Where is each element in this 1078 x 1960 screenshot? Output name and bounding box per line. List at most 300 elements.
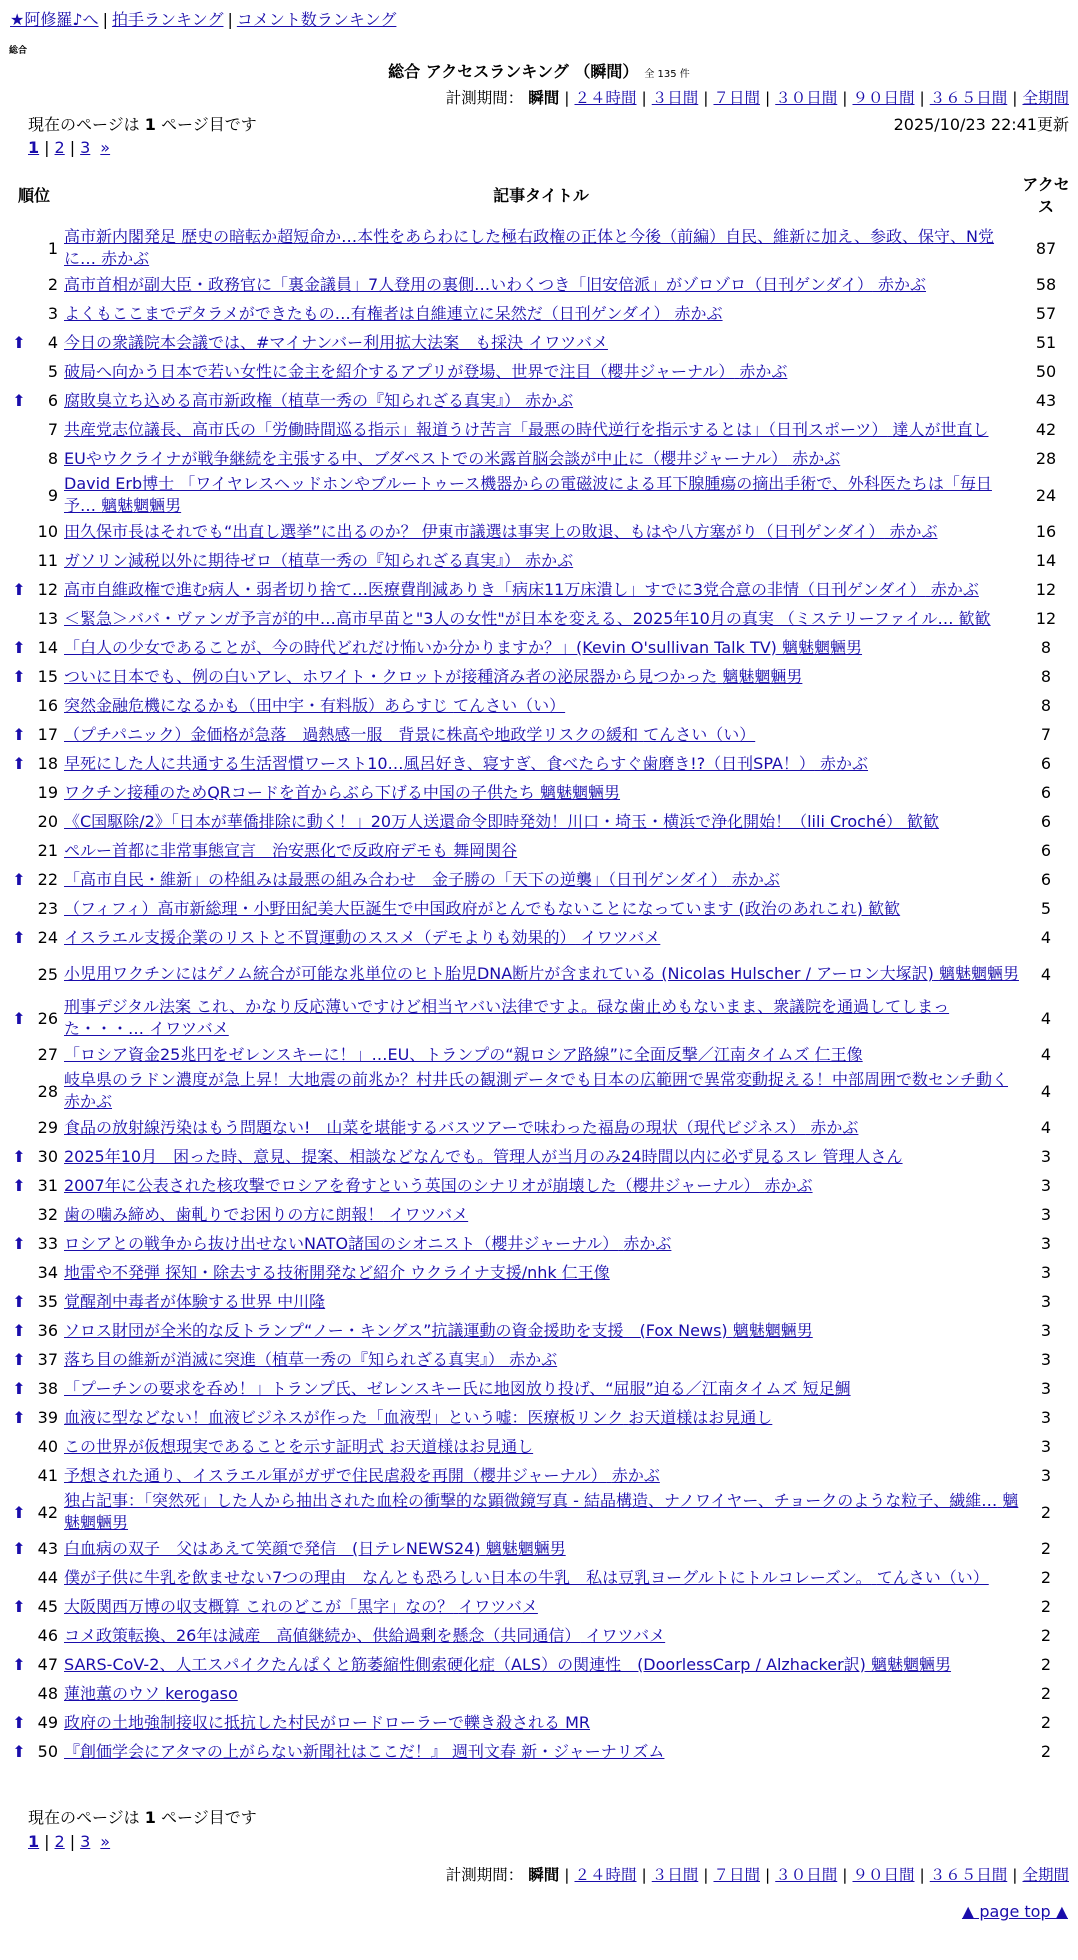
rank-number: 35	[37, 1292, 58, 1311]
period-link-90d[interactable]: ９０日間	[852, 1866, 915, 1884]
article-title: EUやウクライナが戦争継続を主張する中、ブダペストでの米露首脳会談が中止に（櫻井ジャーナル）	[64, 448, 788, 468]
access-count: 50	[1035, 362, 1057, 381]
rank-number: 18	[37, 754, 58, 773]
rank-up-cell	[8, 778, 30, 807]
arrow-up-icon: ⬆	[12, 1502, 26, 1522]
article-link[interactable]	[64, 1379, 851, 1398]
rank-number: 23	[37, 899, 58, 918]
rank-number: 17	[37, 725, 58, 744]
article-author: 赤かぶ	[674, 303, 723, 323]
access-count: 6	[1040, 841, 1052, 860]
article-title-cell	[60, 575, 1022, 604]
rank-up-cell	[8, 1069, 30, 1113]
article-author: イワツバメ	[458, 1596, 538, 1616]
rank-number: 6	[47, 391, 58, 410]
article-link[interactable]	[64, 1626, 665, 1645]
article-author: 歓歓	[868, 898, 901, 918]
article-link[interactable]	[64, 391, 573, 410]
article-link[interactable]	[64, 1466, 660, 1485]
arrow-up-icon: ⬆	[12, 333, 26, 352]
access-count: 6	[1040, 754, 1052, 773]
category-label: 総合	[9, 46, 28, 56]
arrow-up-icon: ⬆	[12, 1008, 26, 1028]
article-link[interactable]	[64, 474, 992, 515]
article-link[interactable]	[64, 1350, 557, 1369]
access-count: 2	[1040, 1502, 1052, 1522]
arrow-up-icon: ⬆	[12, 1321, 26, 1340]
rank-up-cell	[8, 633, 30, 662]
access-count: 3	[1040, 1350, 1052, 1369]
ranking-body	[8, 226, 1070, 1766]
rank-up-cell	[8, 1461, 30, 1490]
rank-number: 49	[37, 1713, 58, 1732]
access-count: 24	[1035, 485, 1057, 505]
article-link[interactable]	[64, 1263, 610, 1282]
article-link[interactable]	[64, 304, 723, 323]
rank-number: 31	[37, 1176, 58, 1195]
article-link[interactable]	[64, 551, 573, 570]
rank-up-cell	[8, 415, 30, 444]
table-row	[8, 1563, 1070, 1592]
article-link[interactable]	[64, 227, 994, 268]
table-row	[8, 226, 1070, 270]
table-row	[8, 1708, 1070, 1737]
article-author: 赤かぶ	[739, 361, 788, 381]
table-row	[8, 604, 1070, 633]
article-author: お天道様はお見通し	[389, 1436, 534, 1456]
rank-number: 39	[37, 1408, 58, 1427]
article-link[interactable]	[64, 841, 517, 860]
page-title	[0, 62, 1078, 85]
article-title: 血液に型などない！血液ビジネスが作った「血液型」という嘘：医療板リンク	[64, 1407, 624, 1427]
access-count: 3	[1040, 1205, 1052, 1224]
table-row	[8, 1374, 1070, 1403]
article-link[interactable]	[64, 667, 802, 686]
table-row	[8, 270, 1070, 299]
table-row	[8, 996, 1070, 1040]
top-nav	[10, 10, 396, 30]
table-row	[8, 1461, 1070, 1490]
arrow-up-icon: ⬆	[12, 1379, 26, 1398]
article-link[interactable]	[64, 696, 565, 715]
access-count: 4	[1040, 928, 1052, 947]
access-count: 3	[1040, 1437, 1052, 1456]
article-title-cell	[60, 1374, 1022, 1403]
article-link[interactable]	[64, 1684, 238, 1703]
article-title: David Erb博士 「ワイヤレスヘッドホンやブルートゥース機器からの電磁波による耳下腺腫瘍の摘出手術で、外科医たちは「毎日予…	[64, 474, 992, 515]
rank-up-cell	[8, 1142, 30, 1171]
article-title: 早死にした人に共通する生活習慣ワースト10…風呂好き、寝すぎ、食べたらすぐ歯磨き!?（日刊SPA！）	[64, 753, 815, 773]
rank-up-cell	[8, 836, 30, 865]
rank-number: 19	[37, 783, 58, 802]
rank-up-cell	[8, 720, 30, 749]
arrow-up-icon: ⬆	[12, 638, 26, 657]
article-author: 赤かぶ	[820, 753, 869, 773]
pager-page-2[interactable]: 2	[54, 138, 65, 157]
article-link[interactable]	[64, 1292, 325, 1311]
access-count: 4	[1040, 1118, 1052, 1137]
article-title-cell	[60, 1708, 1022, 1737]
article-link[interactable]	[64, 420, 988, 439]
article-title: 「高市自民・維新」の枠組みは最悪の組み合わせ 金子勝の「天下の逆襲」（日刊ゲンダイ）	[64, 869, 727, 889]
table-row	[8, 1142, 1070, 1171]
period-link-all[interactable]: 全期間	[1022, 89, 1069, 107]
access-count: 3	[1040, 1466, 1052, 1485]
rank-up-cell	[8, 1737, 30, 1766]
table-header-row	[8, 166, 1070, 226]
access-count: 42	[1035, 420, 1057, 439]
rank-number: 7	[47, 420, 58, 439]
article-author: kerogaso	[165, 1683, 238, 1703]
article-title-cell	[60, 386, 1022, 415]
nav-link-comment-ranking[interactable]: コメント数ランキング	[236, 10, 397, 29]
article-title-cell	[60, 836, 1022, 865]
article-link[interactable]	[64, 1437, 533, 1456]
article-title: （フィフィ）高市新総理・小野田紀美大臣誕生で中国政府がとんでもないことになっています (政治のあれこれ)	[64, 898, 864, 918]
article-link[interactable]	[64, 1742, 664, 1761]
article-link[interactable]	[64, 1070, 1008, 1111]
access-count: 5	[1040, 899, 1052, 918]
table-row	[8, 1592, 1070, 1621]
article-author: 仁王像	[561, 1262, 610, 1282]
rank-up-cell	[8, 444, 30, 473]
nav-link-clap-ranking[interactable]: 拍手ランキング	[111, 10, 224, 29]
article-title: 『創価学会にアタマの上がらない新聞社はここだ！』 週刊文春	[64, 1741, 516, 1761]
rank-number: 10	[37, 522, 58, 541]
ranking-table	[8, 166, 1070, 1766]
article-title: 小児用ワクチンにはゲノム統合が可能な兆単位のヒト胎児DNA断片が含まれている (Nicolas Hulscher / アーロン大塚訳)	[64, 964, 934, 983]
article-author: 舞岡関谷	[453, 840, 518, 860]
access-count: 4	[1040, 964, 1052, 984]
rank-number: 24	[37, 928, 58, 947]
access-count: 4	[1040, 1008, 1052, 1028]
access-count: 12	[1035, 609, 1057, 628]
article-title-cell	[60, 1113, 1022, 1142]
rank-number: 29	[37, 1118, 58, 1137]
article-title-cell	[60, 299, 1022, 328]
rank-number: 13	[37, 609, 58, 628]
table-row	[8, 517, 1070, 546]
table-row	[8, 1737, 1070, 1766]
article-title-cell	[60, 1650, 1022, 1679]
rank-number: 9	[47, 485, 58, 505]
arrow-up-icon: ⬆	[12, 1292, 26, 1311]
rank-up-cell	[8, 865, 30, 894]
article-title: 予想された通り、イスラエル軍がガザで住民虐殺を再開（櫻井ジャーナル）	[64, 1465, 607, 1485]
article-link[interactable]	[64, 928, 660, 947]
access-count: 3	[1040, 1379, 1052, 1398]
article-title: ガソリン減税以外に期待ゼロ（植草一秀の『知られざる真実』）	[64, 550, 521, 570]
rank-up-cell	[8, 923, 30, 952]
arrow-up-icon: ⬆	[12, 1655, 26, 1674]
header-access: アクセス	[1022, 175, 1070, 216]
arrow-up-icon: ⬆	[12, 667, 26, 686]
table-row	[8, 1432, 1070, 1461]
rank-up-cell	[8, 473, 30, 517]
period-link-3d[interactable]: ３日間	[651, 89, 699, 107]
rank-number: 47	[37, 1655, 58, 1674]
arrow-up-icon: ⬆	[12, 754, 26, 773]
period-link-24h[interactable]: ２４時間	[574, 89, 637, 107]
article-link[interactable]	[64, 1147, 903, 1166]
pager-current[interactable]: 1	[28, 138, 40, 157]
article-author: 魑魅魍魎男	[782, 637, 863, 657]
access-count: 2	[1040, 1626, 1052, 1645]
pager-next[interactable]: »	[100, 1832, 111, 1851]
article-link[interactable]	[64, 1321, 813, 1340]
pager-current[interactable]: 1	[28, 1832, 40, 1851]
rank-up-cell	[8, 1113, 30, 1142]
article-link[interactable]	[64, 362, 787, 381]
article-link[interactable]	[64, 333, 608, 352]
article-author: 赤かぶ	[878, 274, 927, 294]
table-row	[8, 575, 1070, 604]
rank-number: 15	[37, 667, 58, 686]
article-title: ＜緊急＞ババ・ヴァンガ予言が的中…高市早苗と"3人の女性"が日本を変える、2025年10月の真実 （ミステリーファイル…	[64, 608, 954, 628]
article-link[interactable]	[64, 1408, 772, 1427]
rank-number: 14	[37, 638, 58, 657]
article-link[interactable]	[64, 638, 862, 657]
article-link[interactable]	[64, 812, 939, 831]
period-link-90d[interactable]: ９０日間	[852, 89, 915, 107]
table-row	[8, 633, 1070, 662]
table-row	[8, 662, 1070, 691]
header-rank: 順位	[17, 186, 50, 205]
article-link[interactable]	[64, 1045, 863, 1064]
page-top-link[interactable]: ▲ page top ▲	[961, 1902, 1068, 1921]
article-title: よくもここまでデタラメができたもの…有権者は自維連立に呆然だ（日刊ゲンダイ）	[64, 303, 670, 323]
period-selector-bottom: 計測期間： 瞬間 | ２４時間 | ３日間 | ７日間 | ３０日間 | ９０日間 | ３６５日間 | 全期間	[445, 1866, 1069, 1884]
access-count: 8	[1040, 667, 1052, 686]
article-author: 短足鯛	[802, 1378, 851, 1398]
article-link[interactable]	[64, 1713, 590, 1732]
period-link-3d[interactable]: ３日間	[651, 1866, 699, 1884]
article-title-cell	[60, 1229, 1022, 1258]
table-row	[8, 444, 1070, 473]
pager-page-2[interactable]: 2	[54, 1832, 65, 1851]
article-title-cell	[60, 720, 1022, 749]
period-link-365d[interactable]: ３６５日間	[929, 89, 1008, 107]
rank-number: 26	[37, 1008, 58, 1028]
article-author: 魑魅魍魎男	[540, 782, 621, 802]
rank-up-cell	[8, 1650, 30, 1679]
article-author: 魑魅魍魎男	[485, 1538, 566, 1558]
rank-number: 8	[47, 449, 58, 468]
rank-number: 4	[47, 333, 58, 352]
article-link[interactable]	[64, 783, 620, 802]
period-link-all[interactable]: 全期間	[1022, 1866, 1069, 1884]
article-title-cell	[60, 1621, 1022, 1650]
article-author: 新・ジャーナリズム	[521, 1741, 665, 1761]
table-row	[8, 836, 1070, 865]
access-count: 3	[1040, 1234, 1052, 1253]
article-title-cell	[60, 1287, 1022, 1316]
article-title: 田久保市長はそれでも“出直し選挙”に出るのか？ 伊東市議選は事実上の敗退、もはや八方塞がり（日刊ゲンダイ）	[64, 521, 885, 541]
article-title: 地雷や不発弾 探知・除去する技術開発など紹介 ウクライナ支援/nhk	[64, 1262, 557, 1282]
article-author: 赤かぶ	[64, 1092, 113, 1111]
article-title-cell	[60, 473, 1022, 517]
article-title-cell	[60, 749, 1022, 778]
article-author: 中川隆	[277, 1291, 326, 1311]
article-author: 赤かぶ	[509, 1349, 558, 1369]
article-title: 大阪関西万博の収支概算 これのどこが「黒字」なの？	[64, 1596, 454, 1616]
rank-number: 34	[37, 1263, 58, 1282]
rank-up-cell	[8, 270, 30, 299]
nav-link-asyura[interactable]: ★阿修羅♪へ	[10, 10, 99, 29]
article-title-cell	[60, 691, 1022, 720]
rank-up-cell	[8, 1040, 30, 1069]
article-title-cell	[60, 996, 1022, 1040]
rank-up-cell	[8, 226, 30, 270]
article-title-cell	[60, 1461, 1022, 1490]
article-link[interactable]	[64, 997, 949, 1038]
article-link[interactable]	[64, 1568, 989, 1587]
access-count: 3	[1040, 1408, 1052, 1427]
article-author: てんさい（い）	[876, 1567, 989, 1587]
article-title-cell	[60, 1679, 1022, 1708]
period-link-24h[interactable]: ２４時間	[574, 1866, 637, 1884]
article-author: イワツバメ	[580, 927, 661, 947]
rank-up-cell	[8, 1708, 30, 1737]
article-link[interactable]	[64, 449, 840, 468]
nav-separator: |	[102, 10, 108, 29]
article-link[interactable]	[64, 870, 780, 889]
article-link[interactable]	[64, 1539, 566, 1558]
rank-up-cell	[8, 1534, 30, 1563]
article-link[interactable]	[64, 1234, 671, 1253]
arrow-up-icon: ⬆	[12, 1350, 26, 1369]
article-link[interactable]	[64, 1655, 951, 1674]
rank-number: 25	[37, 964, 58, 984]
table-row	[8, 299, 1070, 328]
article-title: コメ政策転換、26年は減産 高値継続か、供給過剰を懸念（共同通信）	[64, 1625, 581, 1645]
period-current: 瞬間	[528, 1866, 560, 1884]
rank-up-cell	[8, 662, 30, 691]
table-row	[8, 357, 1070, 386]
period-link-7d[interactable]: ７日間	[713, 89, 760, 107]
table-row	[8, 1171, 1070, 1200]
table-row	[8, 1069, 1070, 1113]
table-row	[8, 415, 1070, 444]
rank-up-cell	[8, 1171, 30, 1200]
article-link[interactable]	[64, 964, 1019, 983]
rank-up-cell	[8, 546, 30, 575]
rank-number: 3	[47, 304, 58, 323]
rank-number: 44	[37, 1568, 58, 1587]
rank-number: 16	[37, 696, 58, 715]
table-row	[8, 386, 1070, 415]
article-title: この世界が仮想現実であることを示す証明式	[64, 1436, 385, 1456]
article-title: 腐敗臭立ち込める高市新政権（植草一秀の『知られざる真実』）	[64, 390, 521, 410]
rank-number: 48	[37, 1684, 58, 1703]
article-link[interactable]	[64, 1176, 813, 1195]
period-label: 計測期間：	[445, 89, 524, 107]
article-title-cell	[60, 923, 1022, 952]
article-author: 赤かぶ	[889, 521, 938, 541]
arrow-up-icon: ⬆	[12, 1597, 26, 1616]
rank-up-cell	[8, 996, 30, 1040]
rank-up-cell	[8, 299, 30, 328]
article-title-cell	[60, 1171, 1022, 1200]
article-title-cell	[60, 1040, 1022, 1069]
pager-page-3[interactable]: 3	[80, 138, 91, 157]
period-link-7d[interactable]: ７日間	[713, 1866, 760, 1884]
article-title-cell	[60, 1563, 1022, 1592]
rank-up-cell	[8, 1345, 30, 1374]
article-title-cell	[60, 1069, 1022, 1113]
rank-up-cell	[8, 1374, 30, 1403]
arrow-up-icon: ⬆	[12, 580, 26, 599]
article-link[interactable]	[64, 609, 991, 628]
article-title-cell	[60, 1403, 1022, 1432]
article-title-cell	[60, 1200, 1022, 1229]
access-count: 87	[1035, 238, 1057, 258]
access-count: 8	[1040, 696, 1052, 715]
article-title: 破局へ向かう日本で若い女性に金主を紹介するアプリが登場、世界で注目（櫻井ジャーナル）	[64, 361, 735, 381]
article-author: 魑魅魍魎男	[722, 666, 803, 686]
article-title-cell	[60, 662, 1022, 691]
article-link[interactable]	[64, 1491, 1018, 1532]
pager-page-3[interactable]: 3	[80, 1832, 91, 1851]
arrow-up-icon: ⬆	[12, 725, 26, 744]
rank-up-cell	[8, 1621, 30, 1650]
updated-timestamp: 2025/10/23 22:41更新	[893, 115, 1069, 134]
table-row	[8, 807, 1070, 836]
article-link[interactable]	[64, 899, 900, 918]
nav-separator: |	[227, 10, 233, 29]
rank-up-cell	[8, 807, 30, 836]
article-link[interactable]	[64, 1205, 468, 1224]
period-link-365d[interactable]: ３６５日間	[929, 1866, 1008, 1884]
article-title: 《C国駆除/2》「日本が華僑排除に動く！」20万人送還命令即時発効！川口・埼玉・横浜で浄化開始！（lili Croché）	[64, 811, 902, 831]
article-link[interactable]	[64, 275, 926, 294]
article-title-cell	[60, 865, 1022, 894]
rank-number: 46	[37, 1626, 58, 1645]
article-link[interactable]	[64, 522, 938, 541]
period-link-30d[interactable]: ３０日間	[775, 89, 838, 107]
article-title: 政府の土地強制接収に抵抗した村民がロードローラーで轢き殺される	[64, 1712, 561, 1732]
article-link[interactable]	[64, 725, 755, 744]
pager-next[interactable]: »	[100, 138, 111, 157]
table-row	[8, 865, 1070, 894]
rank-number: 30	[37, 1147, 58, 1166]
period-selector-top: 計測期間： 瞬間 | ２４時間 | ３日間 | ７日間 | ３０日間 | ９０日間 | ３６５日間 | 全期間	[445, 89, 1069, 107]
rank-number: 11	[37, 551, 58, 570]
article-link[interactable]	[64, 580, 979, 599]
table-row	[8, 1679, 1070, 1708]
article-title: 「プーチンの要求を呑め！」トランプ氏、ゼレンスキー氏に地図放り投げ、“屈服”迫る／江南タイムズ	[64, 1378, 798, 1398]
article-author: 赤かぶ	[792, 448, 841, 468]
article-title: 共産党志位議長、高市氏の「労働時間巡る指示」報道うけ苦言「最悪の時代逆行を指示するとは」（日刊スポーツ）	[64, 419, 888, 439]
access-count: 58	[1035, 275, 1057, 294]
article-title: 高市首相が副大臣・政務官に「裏金議員」7人登用の裏側…いわくつき「旧安倍派」がゾロゾロ（日刊ゲンダイ）	[64, 274, 873, 294]
article-author: 赤かぶ	[764, 1175, 813, 1195]
article-link[interactable]	[64, 1118, 858, 1137]
article-link[interactable]	[64, 1597, 538, 1616]
access-count: 14	[1035, 551, 1057, 570]
article-link[interactable]	[64, 754, 868, 773]
access-count: 2	[1040, 1742, 1052, 1761]
article-author: 管理人さん	[822, 1146, 903, 1166]
page-info-bottom: 現在のページは 1 ページ目です	[28, 1808, 257, 1827]
article-title: 独占記事：「突然死」した人から抽出された血栓の衝撃的な顕微鏡写真 - 結晶構造、ナノワイヤー、チョークのような粒子、繊維…	[64, 1491, 998, 1510]
article-title-cell	[60, 1534, 1022, 1563]
article-title: ソロス財団が全米的な反トランプ“ノー・キングス”抗議運動の資金援助を支援 (Fox News)	[64, 1320, 728, 1340]
access-count: 2	[1040, 1684, 1052, 1703]
table-row	[8, 1113, 1070, 1142]
article-title-cell	[60, 604, 1022, 633]
period-link-30d[interactable]: ３０日間	[775, 1866, 838, 1884]
